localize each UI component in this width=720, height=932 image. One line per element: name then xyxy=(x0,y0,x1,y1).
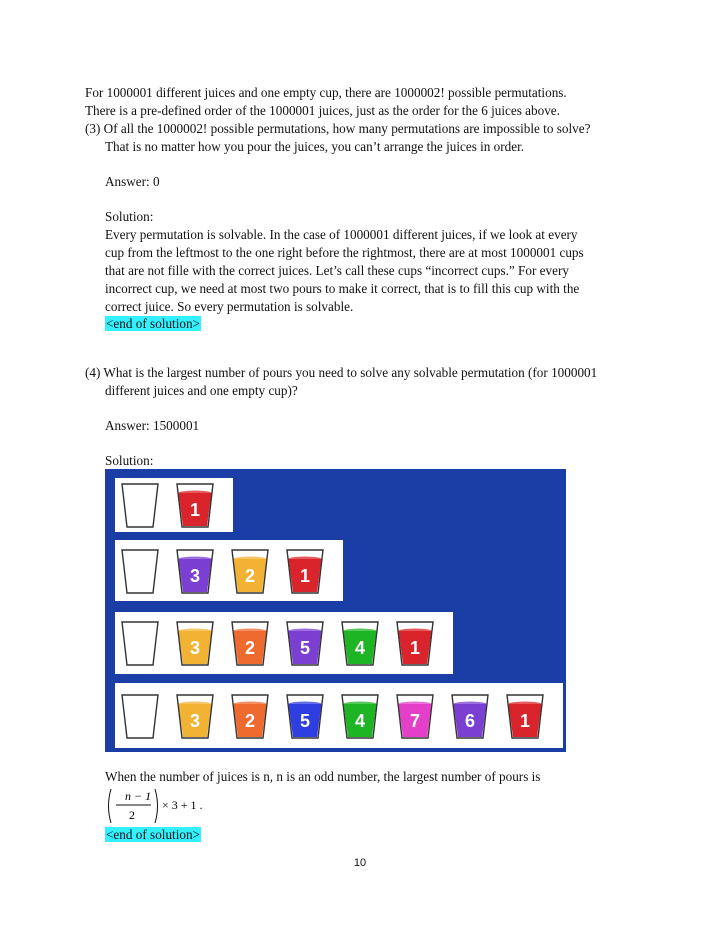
end-of-solution-4: <end of solution> xyxy=(106,827,200,842)
juice-cups-figure xyxy=(105,469,566,752)
cup-number: 5 xyxy=(299,638,311,658)
left-paren xyxy=(109,789,112,823)
juice-surface xyxy=(344,629,377,634)
juice-surface xyxy=(344,701,377,706)
cup-outline xyxy=(122,484,158,527)
cup-number: 4 xyxy=(354,638,366,658)
empty-cup xyxy=(120,619,160,667)
juice-cup xyxy=(340,692,380,740)
solution-3-line: incorrect cup, we need at most two pours to make it correct, that is to fill this cup with the xyxy=(105,281,580,296)
juice-surface xyxy=(179,701,212,706)
juice-cup xyxy=(230,547,270,595)
juice-surface xyxy=(234,629,267,634)
empty-cup xyxy=(120,692,160,740)
cup-row-panel xyxy=(115,612,453,674)
juice-cup xyxy=(175,547,215,595)
cup-number: 1 xyxy=(409,638,421,658)
solution-3-line: cup from the leftmost to the one right before the rightmost, there are at most 1000001 cups xyxy=(105,245,584,260)
cup-outline xyxy=(122,550,158,593)
juice-surface xyxy=(179,629,212,634)
solution-3-line: correct juice. So every permutation is solvable. xyxy=(105,299,354,314)
cup-number: 2 xyxy=(244,710,256,731)
juice-cup xyxy=(450,692,490,740)
answer-3: Answer: 0 xyxy=(105,174,160,189)
intro-line-1: For 1000001 different juices and one empty cup, there are 1000002! possible permutations. xyxy=(85,85,567,100)
juice-surface xyxy=(234,701,267,706)
juice-cup xyxy=(395,692,435,740)
cup-number: 3 xyxy=(189,638,201,658)
juice-surface xyxy=(234,556,267,561)
juice-surface xyxy=(289,629,322,634)
cup-number: 7 xyxy=(409,710,421,731)
cup-number: 2 xyxy=(244,565,256,586)
juice-cup xyxy=(230,619,270,667)
juice-surface xyxy=(289,556,322,561)
juice-cup xyxy=(285,619,325,667)
juice-cup xyxy=(285,547,325,595)
cup-number: 6 xyxy=(464,710,476,731)
juice-surface xyxy=(179,491,212,496)
juice-cup xyxy=(175,692,215,740)
question-4: (4) What is the largest number of pours you need to solve any solvable permutation (for 1000001 xyxy=(85,365,598,380)
juice-cup xyxy=(395,619,435,667)
cup-number: 3 xyxy=(189,565,201,586)
cup-outline xyxy=(122,695,158,738)
end-of-solution-3: <end of solution> xyxy=(106,316,200,331)
juice-cup xyxy=(230,692,270,740)
cup-number: 4 xyxy=(354,710,366,731)
solution-3-line: that are not fille with the correct juices. Let’s call these cups “incorrect cups.” For every xyxy=(105,263,569,278)
cup-number: 1 xyxy=(519,710,531,731)
question-3: (3) Of all the 1000002! possible permutations, how many permutations are impossible to solve? xyxy=(85,121,591,136)
empty-cup xyxy=(120,547,160,595)
cup-number: 2 xyxy=(244,638,256,658)
juice-cup xyxy=(505,692,545,740)
question-3-continued: That is no matter how you pour the juices, you can’t arrange the juices in order. xyxy=(105,139,525,154)
formula-tail: × 3 + 1 . xyxy=(162,798,203,812)
cup-number: 1 xyxy=(189,500,201,520)
juice-cup xyxy=(175,481,215,529)
juice-surface xyxy=(509,701,542,706)
cup-outline xyxy=(122,622,158,665)
juice-cup xyxy=(175,619,215,667)
juice-surface xyxy=(179,556,212,561)
intro-line-2: There is a pre-defined order of the 1000001 juices, just as the order for the 6 juices above. xyxy=(85,103,560,118)
page-number: 10 xyxy=(353,857,367,869)
pours-formula xyxy=(105,786,215,826)
cup-number: 3 xyxy=(189,710,201,731)
cup-row-panel xyxy=(115,478,233,532)
juice-surface xyxy=(399,629,432,634)
cup-row-panel xyxy=(115,540,343,601)
juice-cup xyxy=(340,619,380,667)
juice-cup xyxy=(285,692,325,740)
cup-number: 1 xyxy=(299,565,311,586)
question-4-continued: different juices and one empty cup)? xyxy=(105,383,298,398)
juice-surface xyxy=(289,701,322,706)
solution-4-text: When the number of juices is n, n is an odd number, the largest number of pours is xyxy=(105,769,541,784)
cup-number: 5 xyxy=(299,710,311,731)
right-paren xyxy=(155,789,158,823)
solution-3-line: Every permutation is solvable. In the case of 1000001 different juices, if we look at every xyxy=(105,227,578,242)
juice-surface xyxy=(454,701,487,706)
answer-4: Answer: 1500001 xyxy=(105,418,200,433)
formula-denominator: 2 xyxy=(129,808,135,822)
solution-4-label: Solution: xyxy=(105,453,154,468)
juice-surface xyxy=(399,701,432,706)
solution-3-label: Solution: xyxy=(105,209,154,224)
formula-numerator: n − 1 xyxy=(125,789,152,803)
cup-row-panel xyxy=(115,683,563,748)
empty-cup xyxy=(120,481,160,529)
